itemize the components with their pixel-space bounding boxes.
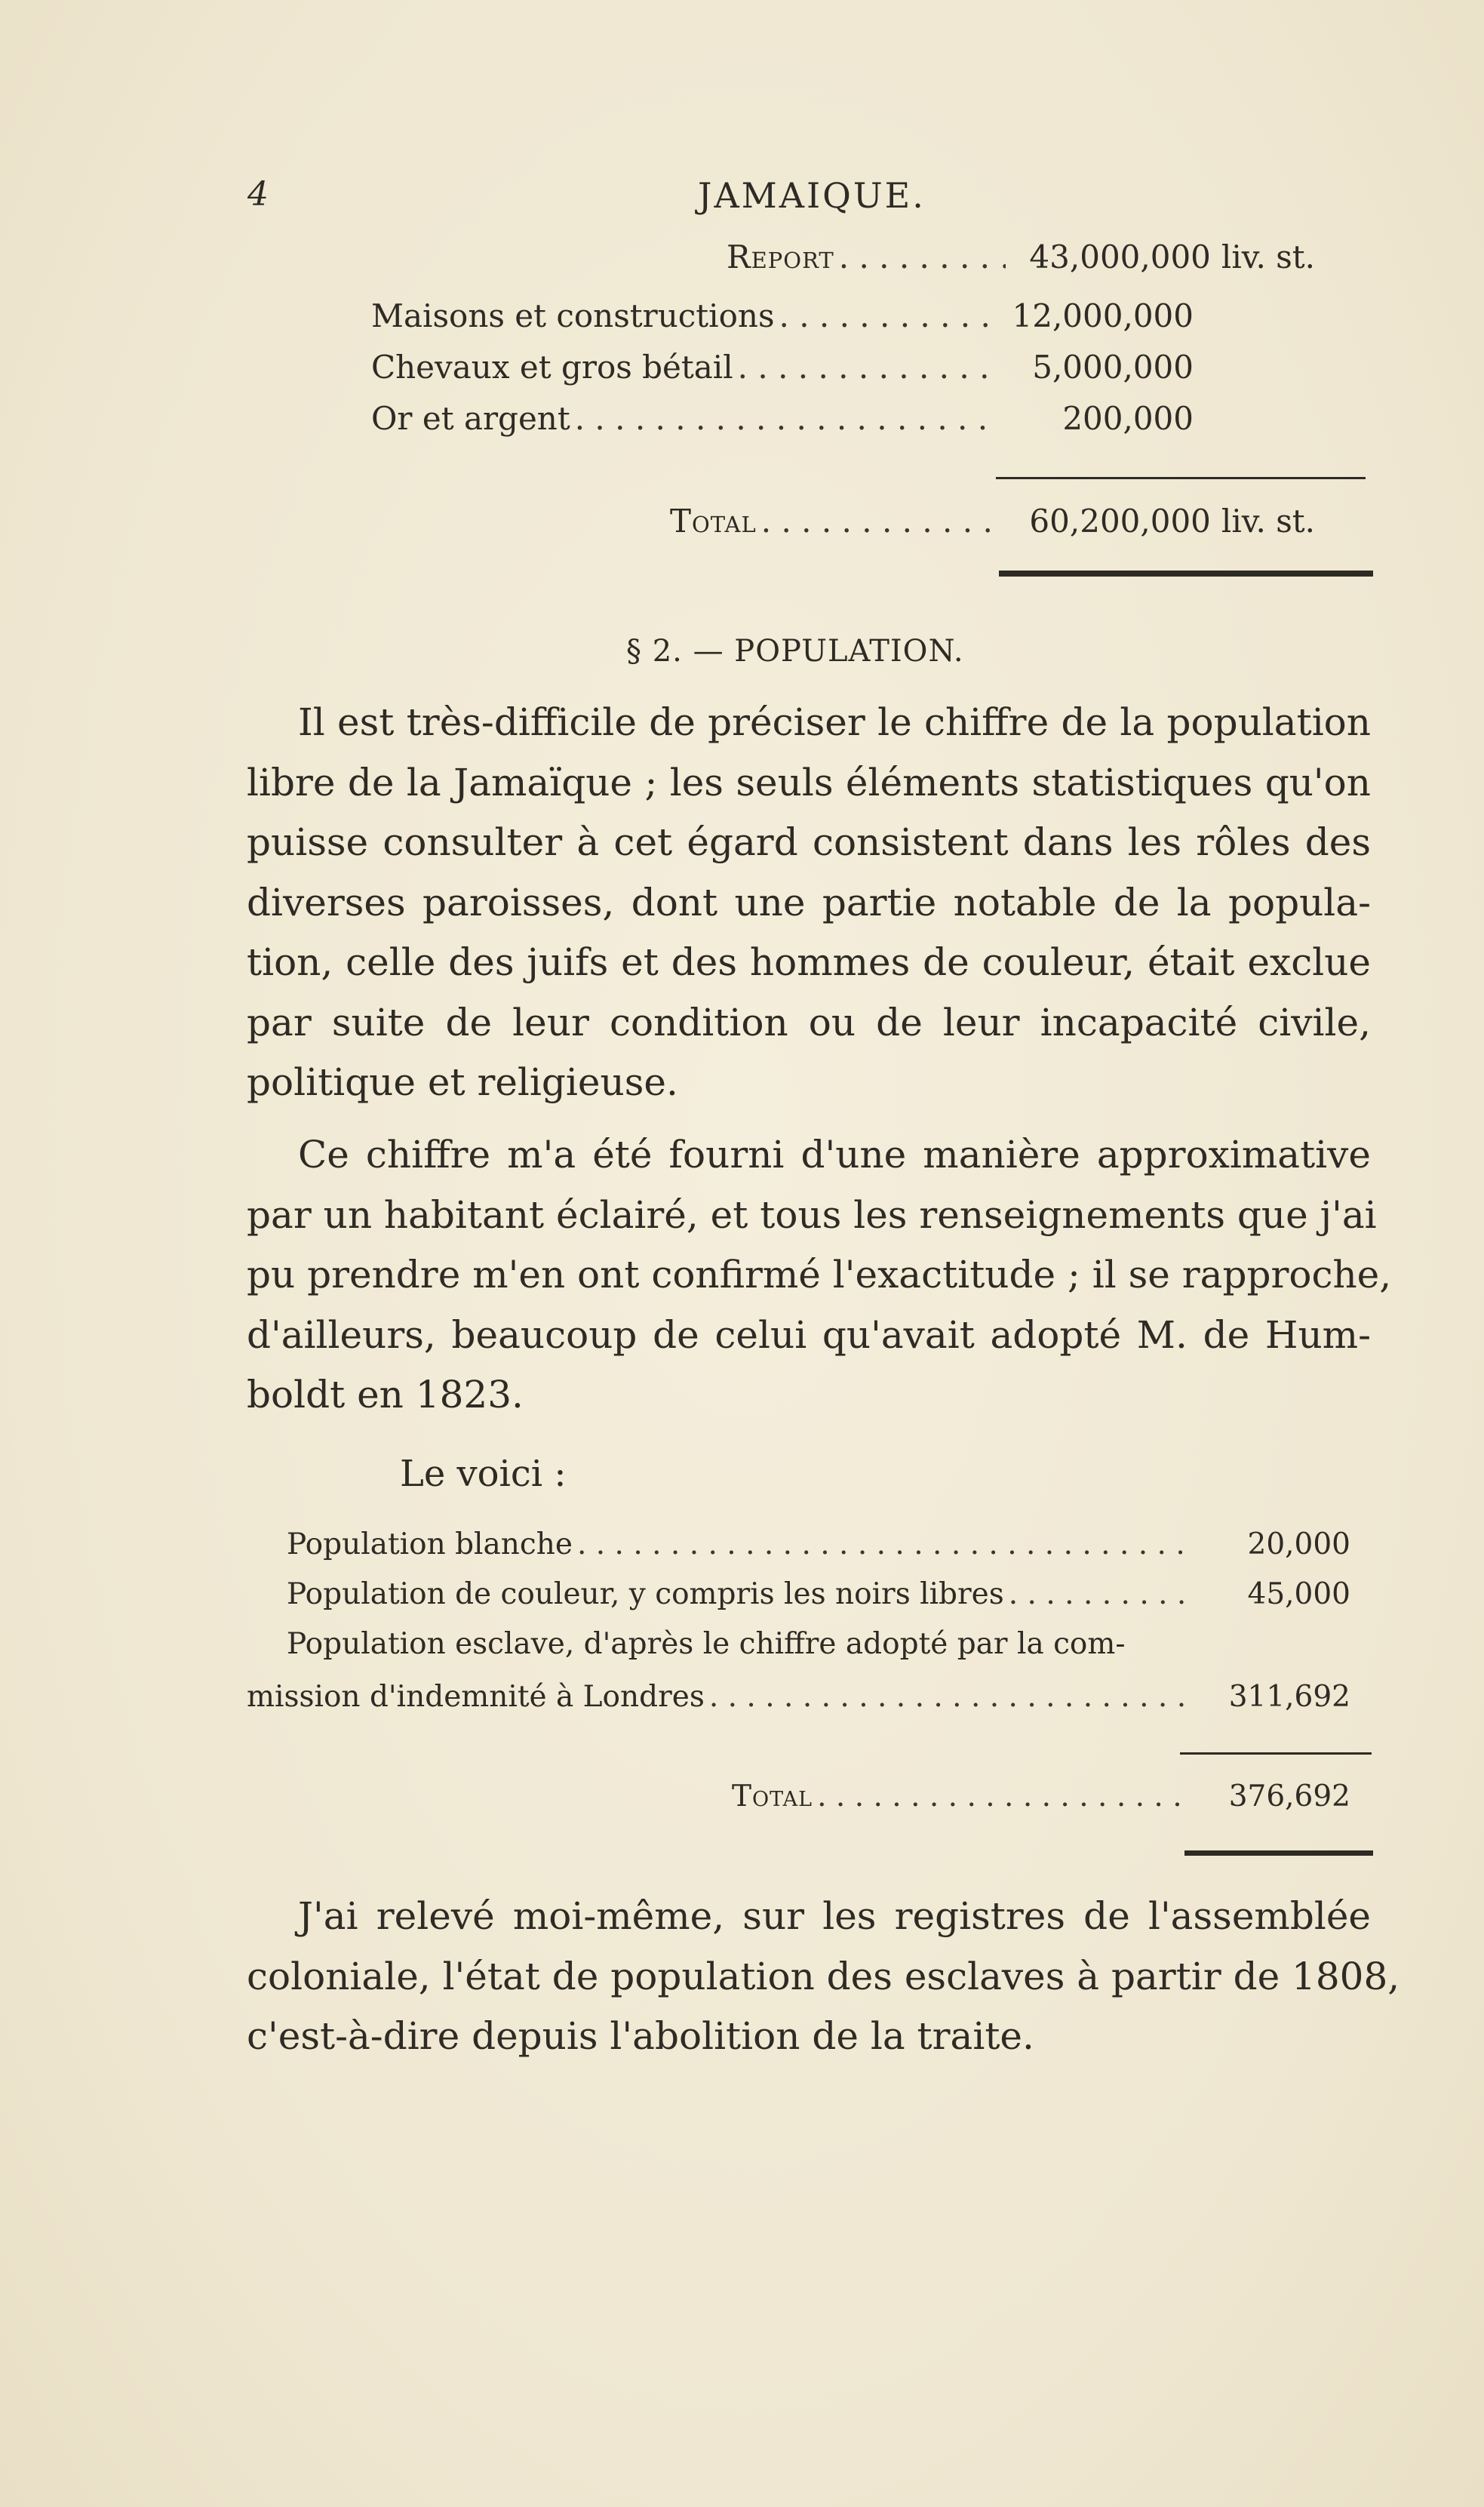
dot-leader (761, 503, 1006, 540)
paragraph-3 (247, 1887, 1400, 2067)
total-amount: 60,200,000 (1029, 503, 1211, 540)
table1-row-2 (371, 349, 1194, 386)
row-label: Chevaux et gros bétail (371, 349, 733, 386)
text-line: puisse consulter à cet égard consistent dans les rôles des (247, 820, 1371, 864)
slave-row-line-1: Population esclave, d'après le chiffre adopté par la com- (287, 1627, 1126, 1661)
text-line: coloniale, l'état de population des esclaves à partir de 1808, (247, 1954, 1400, 1998)
row-amount: 12,000,000 (1012, 297, 1194, 334)
row-label: mission d'indemnité à Londres (247, 1680, 705, 1714)
section-heading: § 2. — POPULATION. (626, 634, 964, 669)
total-double-rule (1184, 1850, 1373, 1856)
row-amount: 20,000 (1247, 1527, 1350, 1561)
text-line: libre de la Jamaïque ; les seuls éléments statistiques qu'on (247, 760, 1371, 804)
text-line: Il est très-difficile de préciser le chiffre de la population (298, 700, 1371, 744)
text-line: boldt en 1823. (247, 1373, 524, 1417)
report-label: Report (727, 238, 834, 275)
row-label: Maisons et constructions (371, 297, 775, 334)
running-title: JAMAIQUE. (698, 175, 926, 216)
table2-total-row (732, 1780, 1350, 1813)
text-line: par suite de leur condition ou de leur incapacité civile, (247, 1000, 1371, 1044)
paragraph-1 (247, 693, 1371, 1113)
text-line: par un habitant éclairé, et tous les renseignements que j'ai (247, 1192, 1377, 1237)
subtotal-rule (1180, 1752, 1372, 1755)
dot-leader (709, 1680, 1184, 1714)
total-double-rule (999, 571, 1373, 577)
page-number: 4 (247, 175, 271, 214)
dot-leader (738, 349, 988, 386)
row-label: Or et argent (371, 400, 570, 437)
text-line: J'ai relevé moi-même, sur les registres de l'assemblée (298, 1894, 1371, 1938)
table1-row-1 (371, 297, 1194, 334)
dot-leader (1009, 1577, 1184, 1611)
dot-leader (575, 400, 988, 437)
total-amount: 376,692 (1228, 1780, 1350, 1813)
text-line: pu prendre m'en ont confirmé l'exactitude ; il se rapproche, (247, 1253, 1392, 1297)
total-unit: liv. st. (1221, 503, 1315, 540)
row-amount: 200,000 (1062, 400, 1194, 437)
report-amount: 43,000,000 (1029, 238, 1211, 275)
row-amount: 5,000,000 (1032, 349, 1194, 386)
table1-row-3 (371, 400, 1194, 437)
text-line: diverses paroisses, dont une partie notable de la popula- (247, 880, 1371, 924)
dot-leader (577, 1527, 1184, 1561)
dot-leader (839, 238, 1006, 275)
table2-row-3 (247, 1680, 1350, 1714)
dot-leader (817, 1780, 1184, 1813)
total-row (670, 503, 1315, 540)
row-amount: 311,692 (1228, 1680, 1350, 1714)
paragraph-2 (247, 1125, 1392, 1426)
row-label: Population blanche (287, 1527, 573, 1561)
row-label: Population de couleur, y compris les noirs libres (287, 1577, 1004, 1611)
total-label: Total (732, 1780, 813, 1813)
dot-leader (779, 297, 989, 334)
text-line: tion, celle des juifs et des hommes de couleur, était exclue (247, 940, 1371, 984)
report-unit: liv. st. (1221, 238, 1315, 275)
text-line: politique et religieuse. (247, 1060, 678, 1104)
text-line: c'est-à-dire depuis l'abolition de la traite. (247, 2014, 1034, 2058)
report-row (727, 238, 1315, 275)
row-amount: 45,000 (1247, 1577, 1350, 1611)
text-line: d'ailleurs, beaucoup de celui qu'avait adopté M. de Hum- (247, 1312, 1371, 1357)
subtotal-rule (996, 477, 1366, 479)
text-line: Ce chiffre m'a été fourni d'une manière approximative (298, 1133, 1371, 1177)
table2-row-2 (287, 1577, 1350, 1611)
table2-row-1 (287, 1527, 1350, 1561)
table-intro: Le voici : (400, 1453, 567, 1495)
total-label: Total (670, 503, 757, 540)
